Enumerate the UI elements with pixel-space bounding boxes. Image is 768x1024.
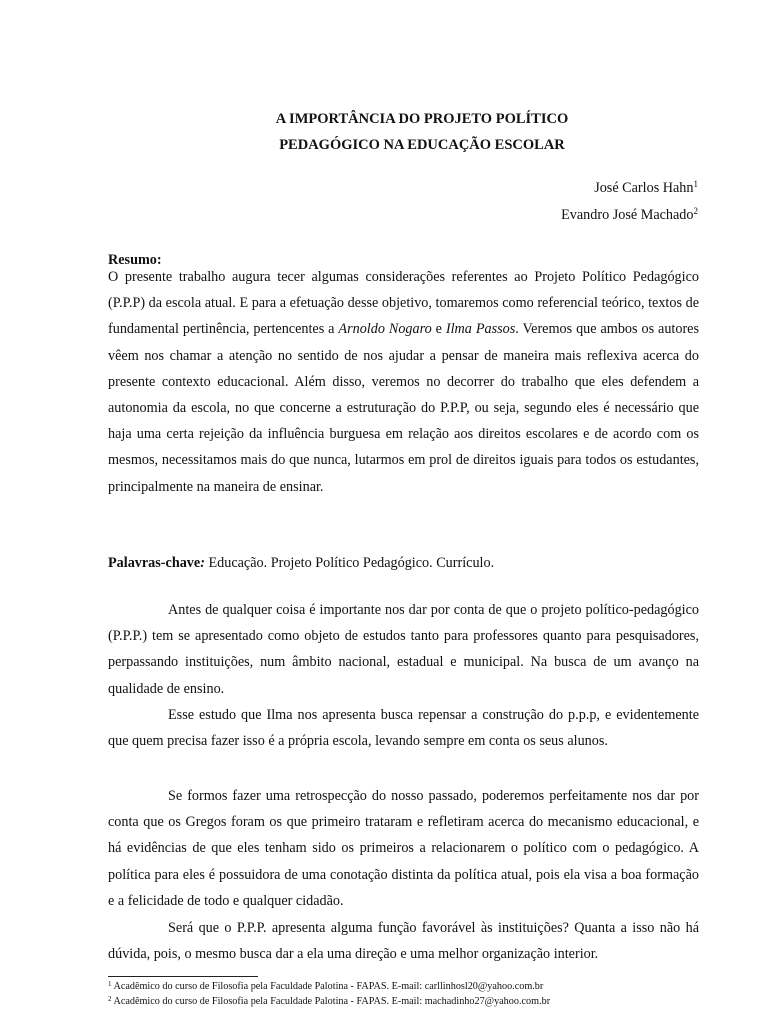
footnote-2-mark: 2 [108,995,112,1003]
abstract-part-1: O presente trabalho augura tecer algumas considerações referentes ao Projeto Político Pedagógico (P.P.P) da escola atual. E para a efetuação desse objetivo, tomaremos como referencial teórico, textos de fundamental pertinência, pertencentes a [108,269,699,338]
footnote-2 [108,996,708,1008]
author-1-name: José Carlos Hahn [594,180,694,196]
footnote-1-text: Acadêmico do curso de Filosofia pela Faculdade Palotina - FAPAS. E-mail: carllinhosl20@yahoo.com.br [111,981,544,992]
keywords-label: Palavras-chave [108,555,201,571]
footnote-divider [108,976,258,977]
document-title [108,106,736,158]
footnote-1 [108,981,708,993]
author-1 [594,180,698,197]
keywords-line [108,550,699,576]
abstract-conjunction: e [431,321,446,338]
title-line-2: PEDAGÓGICO NA EDUCAÇÃO ESCOLAR [279,137,565,153]
abstract-author-1: Arnoldo Nogaro [338,321,432,338]
abstract-author-2: Ilma Passos [445,321,516,338]
abstract-part-2: . Veremos que ambos os autores vêem nos chamar a atenção no sentido de nos ajudar a pensar de maneira mais reflexiva acerca do presente contexto educacional. Além disso, veremos no decorrer do trabalho que eles defendem a autonomia da escola, no que concerne a estruturação do P.P.P, ou seja, segundo eles é necessário que haja uma certa rejeição da influência burguesa em relação aos direitos escolares e de acordo com os mesmos, necessitamos mais do que nunca, lutarmos em prol de direitos iguais para todos os estudantes, principalmente na maneira de ensinar. [108,321,699,495]
author-2-footnote-mark: 2 [693,206,698,216]
abstract-heading: Resumo: [108,252,162,268]
footnote-1-mark: 1 [108,980,112,988]
author-2-name: Evandro José Machado [561,207,694,223]
body-paragraph-3: Se formos fazer uma retrospecção do nosso passado, poderemos perfeitamente nos dar por conta que os Gregos foram os que primeiro trataram e refletiram acerca do mecanismo educacional, e há evidências de que eles tenham sido os primeiros a relacionarem o político com o pedagógico. A política para eles é possuidora de uma conotação distinta da política atual, pois ela visa a boa formação e a felicidade de todo e qualquer cidadão. [108,788,699,909]
keywords-colon: : [200,555,205,571]
author-1-footnote-mark: 1 [693,179,698,189]
author-2 [561,207,698,224]
body-paragraph-1: Antes de qualquer coisa é importante nos dar por conta de que o projeto político-pedagógico (P.P.P.) tem se apresentado como objeto de estudos tanto para professores quanto para pesquisadores, perpassando instituições, num âmbito nacional, estadual e municipal. Na busca de um avanço na qualidade de ensino. [108,602,699,697]
footnote-2-text: Acadêmico do curso de Filosofia pela Faculdade Palotina - FAPAS. E-mail: machadinho27@yahoo.com.br [111,996,551,1007]
body-paragraph-2: Esse estudo que Ilma nos apresenta busca repensar a construção do p.p.p, e evidentemente que quem precisa fazer isso é a própria escola, levando sempre em conta os seus alunos. [108,707,699,750]
abstract-text [108,264,699,500]
keywords-text: Educação. Projeto Político Pedagógico. Currículo. [204,555,495,571]
body-paragraph-4: Será que o P.P.P. apresenta alguma função favorável às instituições? Quanta a isso não há dúvida, pois, o mesmo busca dar a ela uma direção e uma melhor organização interior. [108,920,699,963]
title-line-1: A IMPORTÂNCIA DO PROJETO POLÍTICO [275,111,569,127]
